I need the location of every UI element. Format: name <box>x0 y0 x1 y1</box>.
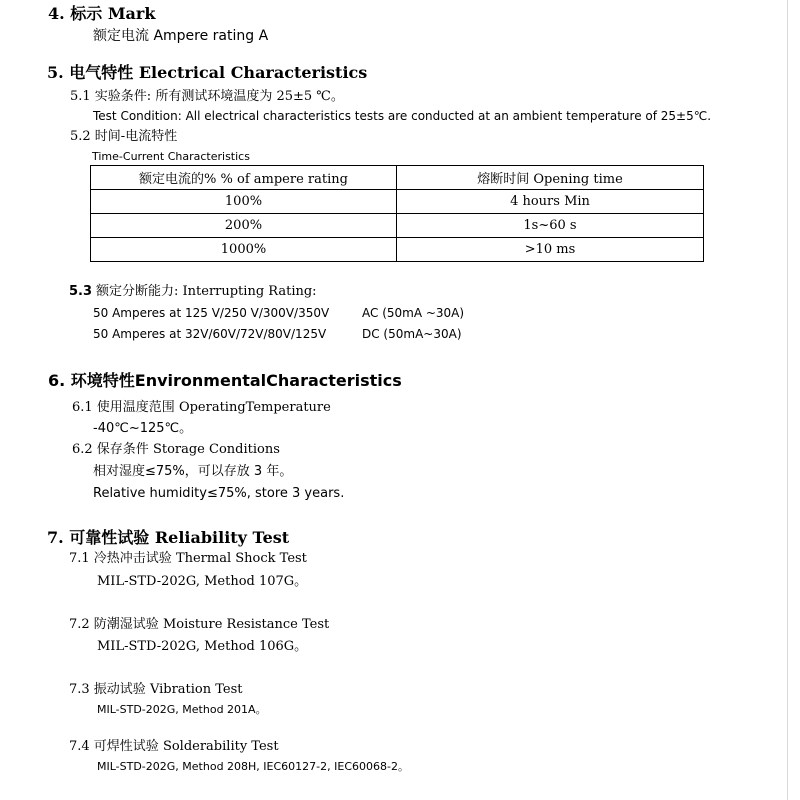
moisture-resistance-title: 7.2 防潮湿试验 Moisture Resistance Test <box>69 617 330 632</box>
time-current-table <box>90 165 704 262</box>
table-header-row <box>91 166 704 190</box>
interrupting-rating-number: 5.3 <box>69 284 93 299</box>
section-5-heading: 5. 电气特性 Electrical Characteristics <box>47 63 368 82</box>
solderability-title: 7.4 可焊性试验 Solderability Test <box>69 739 279 754</box>
section-7-heading: 7. 可靠性试验 Reliability Test <box>47 528 290 547</box>
table-header-cell: 熔断时间 Opening time <box>397 166 704 190</box>
storage-conditions-en: Relative humidity≤75%, store 3 years. <box>93 486 345 501</box>
test-condition-title: 5.1 实验条件: 所有测试环境温度为 25±5 ℃。 <box>70 89 344 104</box>
table-header-cell: 额定电流的% % of ampere rating <box>91 166 397 190</box>
page-border <box>787 0 788 800</box>
table-cell: 1000% <box>91 238 397 262</box>
test-condition-text: Test Condition: All electrical characteristics tests are conducted at an ambient temperature of 25±5℃. <box>93 109 712 123</box>
storage-conditions-cn: 相对湿度≤75%，可以存放 3 年。 <box>93 464 293 479</box>
mark-ampere-rating: 额定电流 Ampere rating A <box>93 28 269 44</box>
thermal-shock-title: 7.1 冷热冲击试验 Thermal Shock Test <box>69 551 307 566</box>
rating-ac-text: 50 Amperes at 125 V/250 V/300V/350V <box>93 306 330 320</box>
rating-ac-type: AC (50mA ~30A) <box>362 306 465 320</box>
section-6-heading: 6. 环境特性EnvironmentalCharacteristics <box>48 371 402 390</box>
table-cell: 1s~60 s <box>397 214 704 238</box>
table-row <box>91 214 704 238</box>
interrupting-rating-title: 额定分断能力: Interrupting Rating: <box>96 284 317 299</box>
table-cell: 200% <box>91 214 397 238</box>
storage-conditions-title: 6.2 保存条件 Storage Conditions <box>72 442 280 457</box>
moisture-resistance-method: MIL-STD-202G, Method 106G。 <box>97 639 308 654</box>
table-cell: >10 ms <box>397 238 704 262</box>
operating-temperature-title: 6.1 使用温度范围 OperatingTemperature <box>72 400 331 415</box>
vibration-title: 7.3 振动试验 Vibration Test <box>69 682 243 697</box>
vibration-method: MIL-STD-202G, Method 201A。 <box>97 703 267 716</box>
time-current-title: 5.2 时间-电流特性 <box>70 129 178 144</box>
table-row <box>91 190 704 214</box>
rating-dc-text: 50 Amperes at 32V/60V/72V/80V/125V <box>93 327 327 341</box>
section-4-heading: 4. 标示 Mark <box>48 4 156 23</box>
solderability-method: MIL-STD-202G, Method 208H, IEC60127-2, IEC60068-2。 <box>97 760 409 773</box>
rating-dc-type: DC (50mA~30A) <box>362 327 462 341</box>
table-cell: 100% <box>91 190 397 214</box>
operating-temperature-range: -40℃~125℃。 <box>93 421 193 436</box>
table-row <box>91 238 704 262</box>
thermal-shock-method: MIL-STD-202G, Method 107G。 <box>97 574 308 589</box>
table-cell: 4 hours Min <box>397 190 704 214</box>
time-current-caption: Time-Current Characteristics <box>92 150 250 163</box>
